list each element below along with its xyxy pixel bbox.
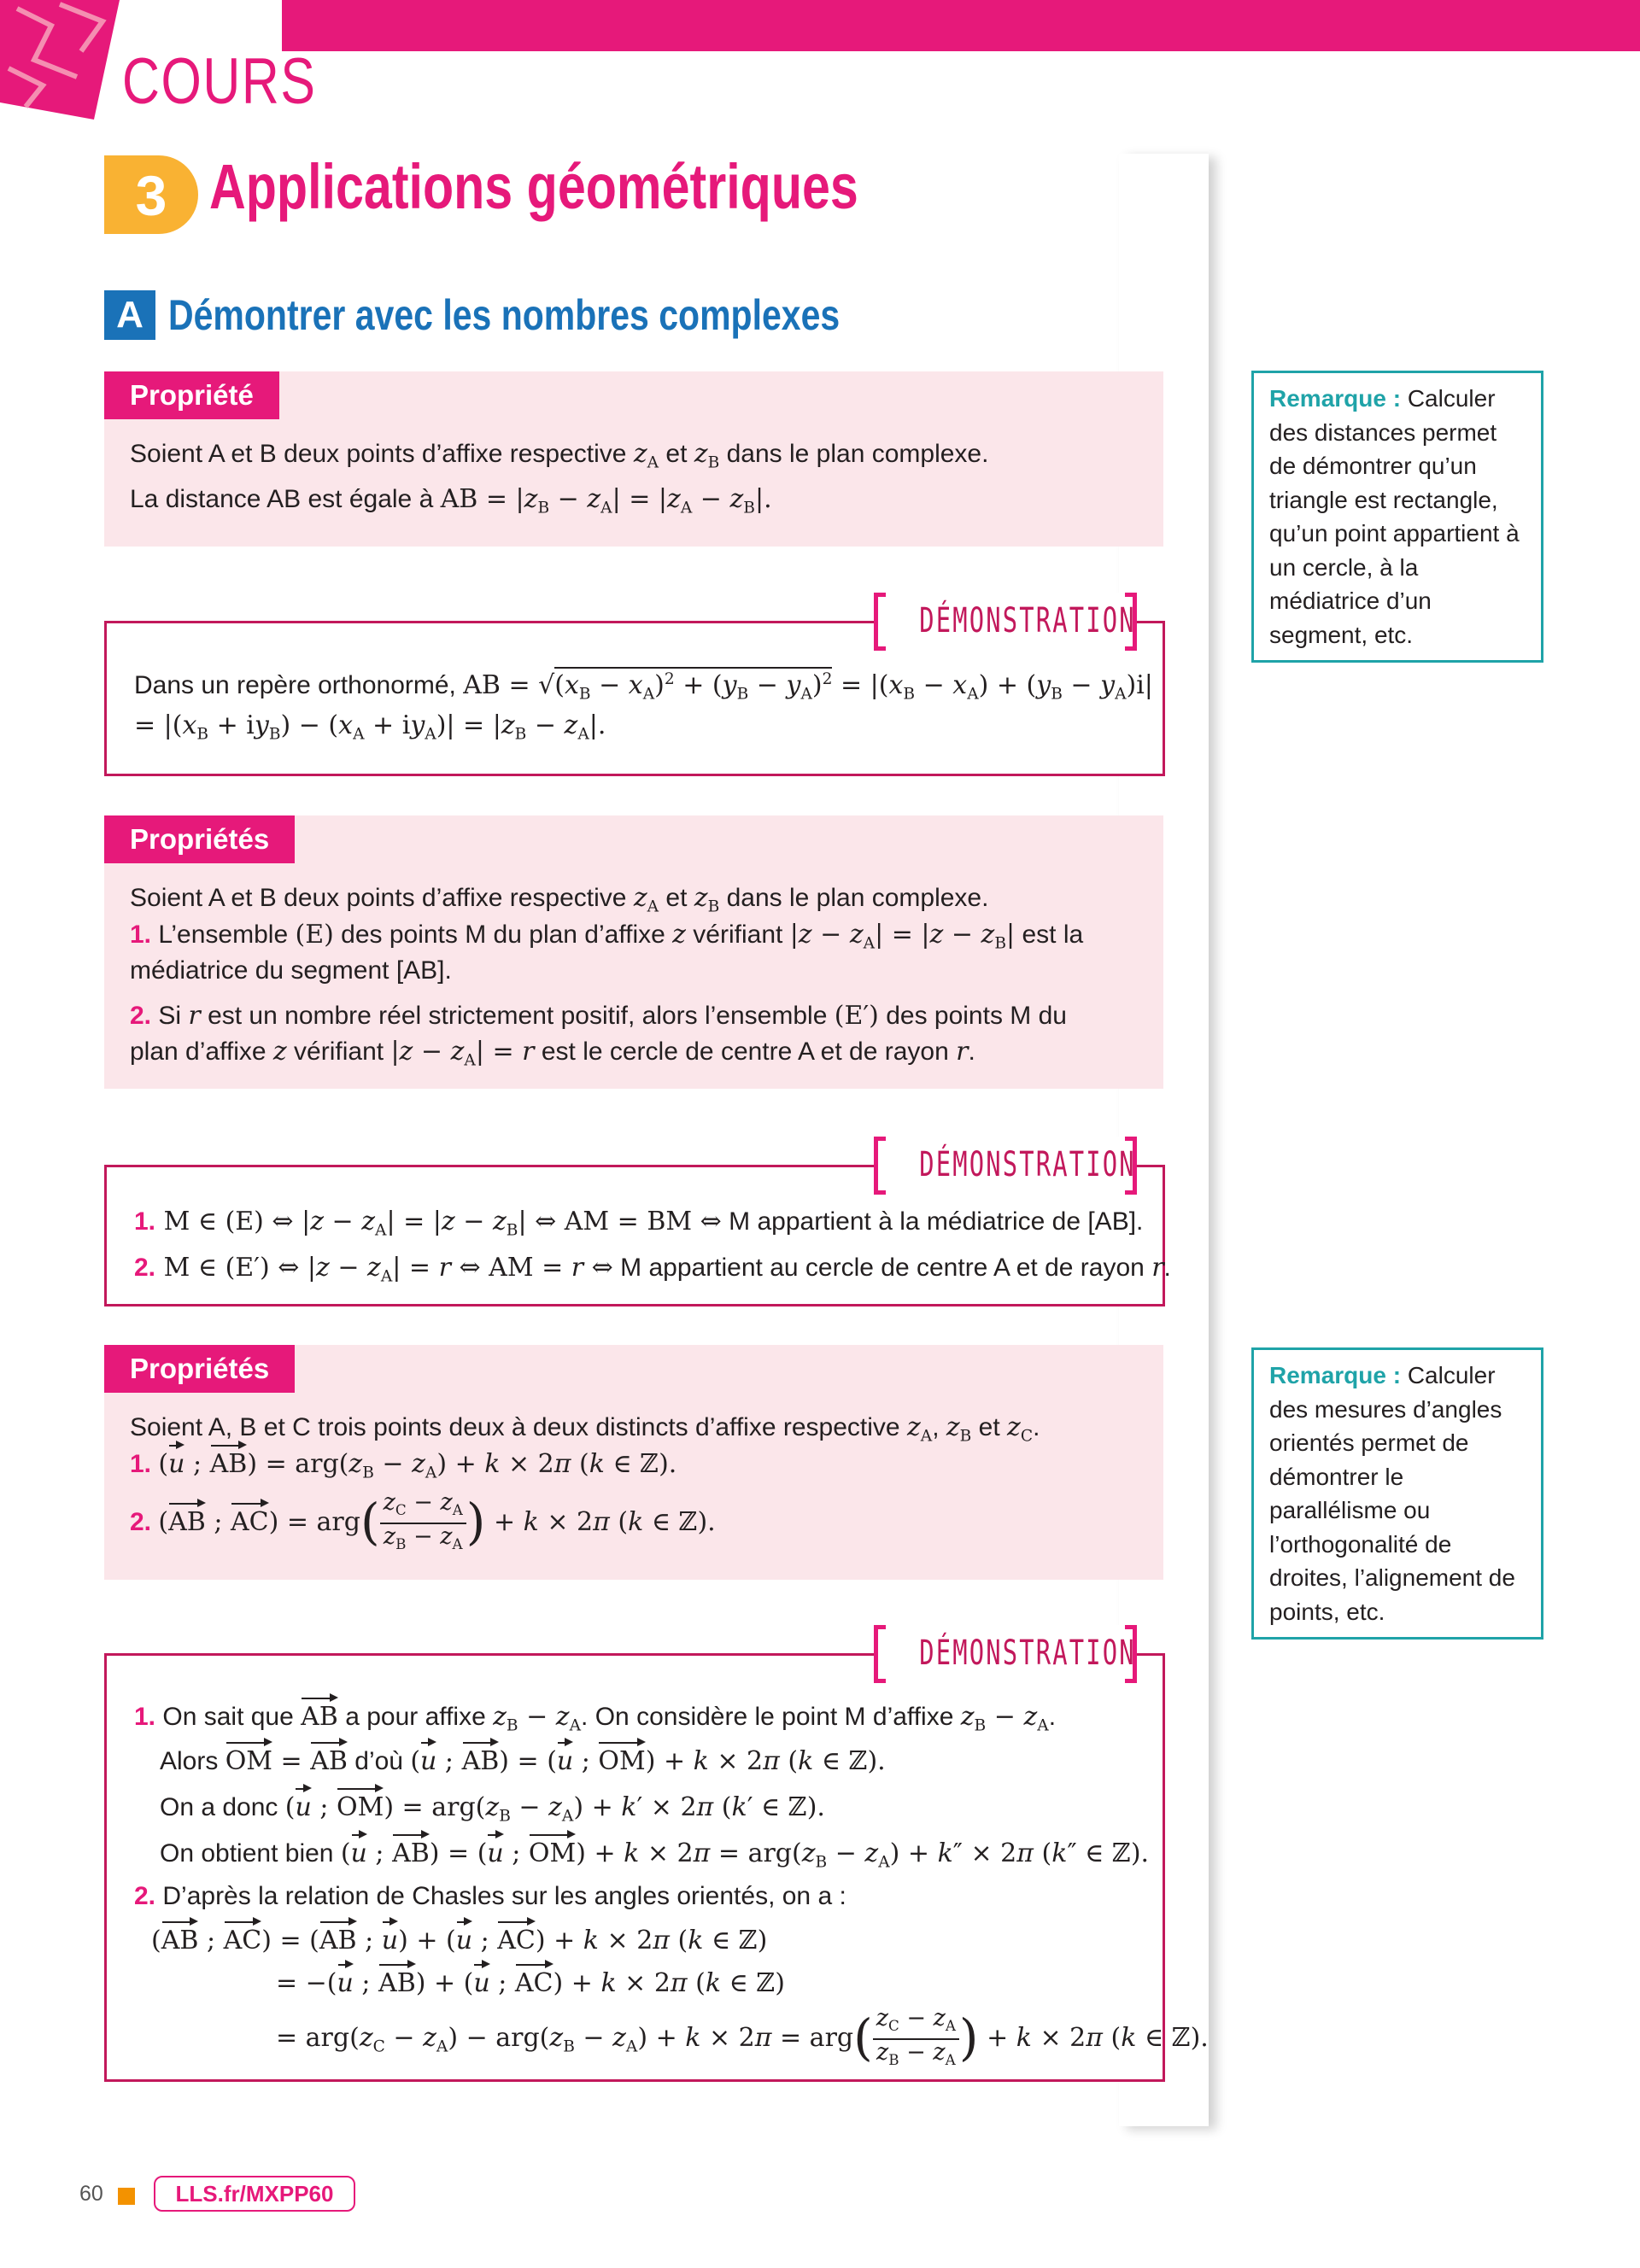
demonstration-tag: DÉMONSTRATION — [874, 593, 1137, 654]
property-label: Propriétés — [104, 815, 295, 863]
subsection-title: Démontrer avec les nombres complexes — [168, 291, 840, 339]
top-bar — [282, 0, 1640, 51]
property-label: Propriété — [104, 371, 279, 419]
demo-line: 2. D’après la relation de Chasles sur les angles orientés, on a : — [134, 1882, 846, 1910]
demo-line: On obtient bien (u ; AB) = (u ; $OM) + k \times 2\pi = arg(z_B - z_A) + k'' \times 2\pi$ (k″ ∈ ℤ). — [160, 1838, 1150, 1872]
demo-line: = $|(x_B + iy_B) - (x_A + iy_A)| = |z_B - z_A|$. — [134, 710, 606, 744]
section-label: COURS — [122, 45, 317, 118]
demo-line: On a donc (u ; $OM) = arg(z_B - z_A) + k' \times 2\pi$ (k′ ∈ ℤ). — [160, 1792, 825, 1826]
property-label: Propriétés — [104, 1345, 295, 1393]
demo-line: = $arg(z_C - z_A) - arg(z_B - z_A) + k \times 2\pi = arg$( $\frac{z_C - z_A}{z_B - z_A}$ ) + k × 2π (k ∈ ℤ). — [276, 2005, 1209, 2068]
demo-line: 1. M ∈ (E) ⇔ $|z - z_A| = |z - z_B|$ ⇔ AM = BM ⇔ M appartient à la médiatrice de [AB]. — [134, 1207, 1144, 1240]
property-box-sets — [104, 815, 1163, 1089]
footer-square-icon — [118, 2188, 135, 2205]
demo-line: 1. On sait que AB a pour affixe $z_B - z_A$. On considère le point M d’affixe $z_B - z_A$. — [134, 1702, 1057, 1735]
property-line: 2. Si r est un nombre réel strictement positif, alors l’ensemble (E′) des points M du — [130, 1001, 1067, 1031]
demo-line: Dans un repère orthonormé, AB = $√(x_B - x_A)^2 + (y_B - y_A)^2 = |(x_B - x_A) + (y_B - y_A)i|$ — [134, 663, 1153, 712]
demonstration-box — [104, 601, 1165, 776]
property-line: 2. (AB ; AC) = arg( $\frac{z_C - z_A}{z_B - z_A}$ ) + k × 2π (k ∈ ℤ). — [130, 1489, 716, 1552]
property-line: 1. L’ensemble (E) des points M du plan d’affixe z vérifiant $|z - z_A| = |z - z_B|$ est la — [130, 920, 1084, 953]
demo-line: Alors OM = AB d’où (u ; AB) = (u ; OM) + k × 2π (k ∈ ℤ). — [160, 1745, 886, 1779]
page-number: 60 — [79, 2182, 103, 2206]
property-line: La distance AB est égale à AB = $|z_B - z_A| = |z_A - z_B|$. — [130, 484, 772, 517]
section-number: 3 — [104, 155, 198, 234]
footer-link[interactable]: LLS.fr/MXPP60 — [154, 2176, 355, 2212]
section-title: Applications géométriques — [209, 151, 858, 222]
demonstration-box — [104, 1634, 1209, 2082]
property-line: Soient A et B deux points d’affixe respective $z_A$ et $z_B$ dans le plan complexe. — [130, 439, 989, 472]
demonstration-tag: DÉMONSTRATION — [874, 1137, 1137, 1198]
demo-line: = −(u ; AB) + (u ; AC) + k × 2π (k ∈ ℤ) — [276, 1967, 785, 2001]
demonstration-tag: DÉMONSTRATION — [874, 1625, 1137, 1686]
property-box-angles — [104, 1345, 1163, 1580]
remark-box-distances: Remarque : Calculer des distances permet de démontrer qu’un triangle est rectangle, qu’un point appartient à un cercle, à la médiatrice d’un segment, etc. — [1251, 371, 1543, 663]
property-line: 1. (u ; $AB) = arg(z_B - z_A) + k \times 2\pi$ (k ∈ ℤ). — [130, 1449, 677, 1482]
demo-line: (AB ; AC) = (AB ; u) + (u ; AC) + k × 2π (k ∈ ℤ) — [151, 1924, 767, 1958]
property-box-distance — [104, 371, 1163, 547]
subsection-letter: A — [104, 290, 155, 340]
remark-box-angles: Remarque : Calculer des mesures d’angles orientés permet de démontrer le parallélisme ou l’orthogonalité de droites, l’alignement de points, etc. — [1251, 1347, 1543, 1640]
demo-line: 2. M ∈ (E′) ⇔ $|z - z_A| = r$ ⇔ AM = r ⇔ M appartient au cercle de centre A et de rayon r. — [134, 1253, 1171, 1286]
corner-logo-icon — [0, 0, 120, 120]
property-line: Soient A et B deux points d’affixe respective $z_A$ et $z_B$ dans le plan complexe. — [130, 883, 989, 916]
property-line: médiatrice du segment [AB]. — [130, 956, 452, 985]
property-line: Soient A, B et C trois points deux à deux distincts d’affixe respective $z_A$, $z_B$ et $z_C$. — [130, 1412, 1040, 1446]
property-line: plan d’affixe z vérifiant $|z - z_A| = r$ est le cercle de centre A et de rayon r. — [130, 1037, 975, 1070]
demonstration-box — [104, 1145, 1171, 1306]
